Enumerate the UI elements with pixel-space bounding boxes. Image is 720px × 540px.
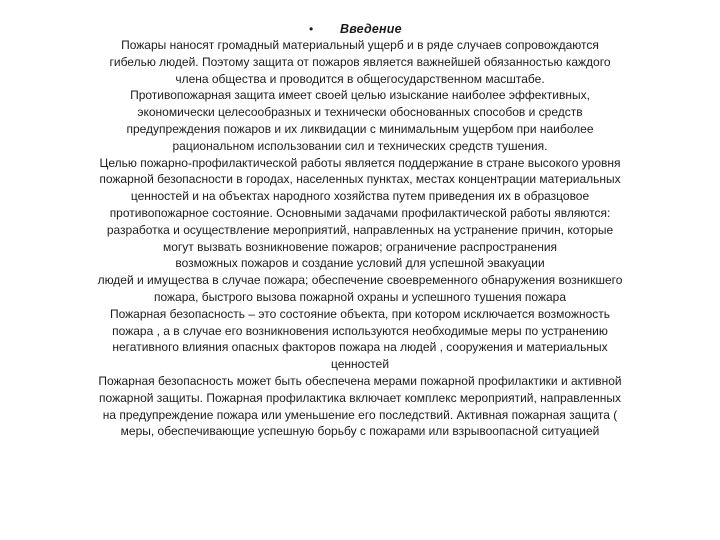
bullet-marker: •: [309, 22, 314, 36]
slide-title: Введение: [340, 22, 402, 36]
text-line: Пожарная безопасность – это состояние объекта, при котором исключается возможность: [109, 306, 611, 321]
slide-body-text: [40, 37, 680, 440]
text-line: экономически целесообразных и технически обоснованных способов и средств: [137, 105, 583, 120]
text-line: на предупреждение пожара или уменьшение его последствий. Активная пожарная защита (: [102, 407, 618, 422]
text-line: члена общества и проводится в общегосударственном масштабе.: [175, 71, 545, 86]
text-line: пожара, быстрого вызова пожарной охраны и успешного тушения пожара: [153, 289, 567, 304]
text-line: Противопожарная защита имеет своей целью изыскание наиболее эффективных,: [130, 88, 590, 103]
text-line: пожара , а в случае его возникновения используются необходимые меры по устранению: [112, 323, 608, 338]
text-line: ценностей: [330, 357, 390, 372]
text-line: людей и имущества в случае пожара; обеспечение своевременного обнаружения возникшего: [97, 273, 623, 288]
text-line: Пожарная безопасность может быть обеспечена мерами пожарной профилактики и активной: [98, 373, 622, 388]
text-line: могут вызвать возникновение пожаров; ограничение распространения: [162, 239, 558, 254]
text-line: пожарной защиты. Пожарная профилактика включает комплекс мероприятий, направленных: [99, 390, 621, 405]
text-line: возможных пожаров и создание условий для успешной эвакуации: [175, 256, 545, 271]
text-line: меры, обеспечивающие успешную борьбу с пожарами или взрывоопасной ситуацией: [120, 424, 600, 439]
text-line: рациональном использовании сил и технических средств тушения.: [172, 138, 548, 153]
text-line: предупреждения пожаров и их ликвидации с минимальным ущербом при наиболее: [126, 121, 594, 136]
text-line: гибелью людей. Поэтому защита от пожаров является важнейшей обязанностью каждого: [109, 54, 611, 69]
text-line: разработка и осуществление мероприятий, направленных на устранение причин, которые: [106, 222, 614, 237]
text-line: ценностей и на объектах народного хозяйства путем приведения их в образцовое: [130, 189, 590, 204]
text-line: пожарной безопасности в городах, населенных пунктах, местах концентрации материальных: [99, 172, 621, 187]
title-row: [0, 20, 720, 38]
text-line: противопожарное состояние. Основными задачами профилактической работы являются:: [109, 205, 611, 220]
text-line: Пожары наносят громадный материальный ущерб и в ряде случаев сопровождаются: [121, 38, 599, 52]
text-line: негативного влияния опасных факторов пожара на людей , сооружения и материальных: [112, 340, 608, 355]
text-line: Целью пожарно-профилактической работы является поддержание в стране высокого уровня: [99, 155, 621, 170]
